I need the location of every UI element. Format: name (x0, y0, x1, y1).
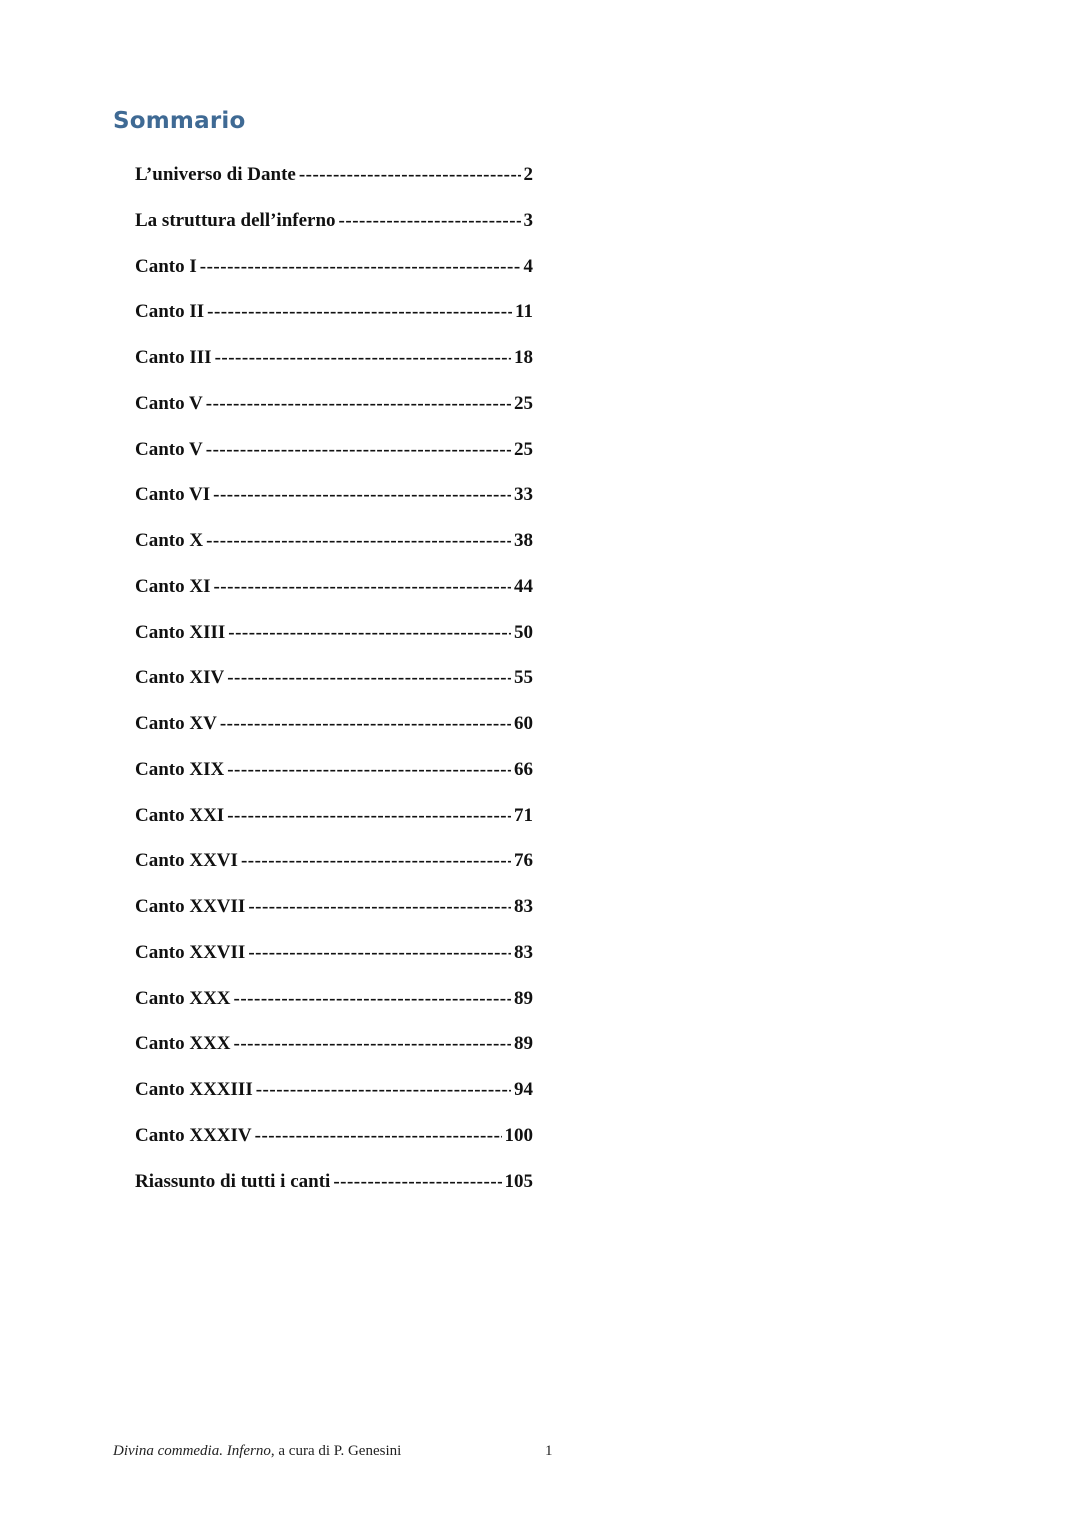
toc-entry[interactable] (135, 1079, 533, 1125)
toc-entry-label: Canto XIII (135, 621, 226, 643)
toc-entry[interactable] (135, 484, 533, 530)
toc-entry-page-number: 25 (514, 392, 533, 414)
toc-entry[interactable] (135, 805, 533, 851)
toc-dot-leader (213, 484, 511, 506)
toc-entry-label: Canto VI (135, 484, 211, 506)
toc-dot-leader (206, 393, 511, 415)
table-of-contents (135, 164, 533, 1216)
toc-entry-page-number: 76 (514, 850, 533, 872)
toc-entry[interactable] (135, 301, 533, 347)
toc-entry[interactable] (135, 1033, 533, 1079)
footer-page-number: 1 (545, 1443, 553, 1459)
toc-entry[interactable] (135, 1125, 533, 1171)
toc-entry-label: Riassunto di tutti i canti (135, 1170, 331, 1192)
toc-entry[interactable] (135, 713, 533, 759)
toc-dot-leader (213, 576, 511, 598)
toc-entry-page-number: 25 (514, 438, 533, 460)
toc-entry-page-number: 18 (514, 347, 533, 368)
toc-entry[interactable] (135, 530, 533, 576)
toc-entry[interactable] (135, 1171, 533, 1217)
toc-entry-label: Canto X (135, 530, 204, 551)
toc-entry-label: Canto XXVI (135, 850, 238, 872)
toc-dot-leader (206, 530, 511, 552)
toc-entry-page-number: 71 (514, 804, 533, 826)
toc-dot-leader (248, 942, 511, 964)
footer-work-title: Divina commedia. Inferno (113, 1443, 271, 1459)
toc-entry[interactable] (135, 256, 533, 302)
toc-entry[interactable] (135, 576, 533, 622)
toc-entry-label: Canto I (135, 255, 197, 277)
toc-entry[interactable] (135, 393, 533, 439)
toc-entry-label: Canto XXVII (135, 941, 246, 963)
toc-entry[interactable] (135, 759, 533, 805)
toc-entry-page-number: 44 (514, 575, 533, 597)
toc-entry-page-number: 89 (514, 987, 533, 1009)
toc-entry-page-number: 55 (514, 667, 533, 689)
toc-entry[interactable] (135, 667, 533, 713)
toc-entry-page-number: 33 (514, 484, 533, 506)
toc-entry-label: Canto XXXIV (135, 1124, 252, 1146)
toc-entry-label: Canto XIV (135, 667, 225, 689)
toc-entry-label: Canto XXX (135, 1033, 231, 1055)
toc-dot-leader (220, 713, 511, 735)
page-title: Sommario (113, 108, 246, 134)
toc-entry-page-number: 83 (514, 896, 533, 917)
toc-entry-page-number: 83 (514, 941, 533, 963)
toc-entry-page-number: 50 (514, 621, 533, 643)
toc-dot-leader (248, 896, 511, 918)
toc-entry-label: Canto III (135, 347, 212, 368)
toc-dot-leader (234, 988, 511, 1010)
toc-entry-page-number: 11 (515, 301, 533, 323)
toc-dot-leader (207, 301, 512, 323)
toc-entry[interactable] (135, 896, 533, 942)
toc-entry-label: Canto XXX (135, 987, 231, 1009)
toc-entry-label: Canto V (135, 392, 203, 414)
toc-dot-leader (228, 622, 511, 644)
toc-entry-page-number: 3 (523, 209, 533, 231)
toc-entry-label: Canto XXI (135, 804, 225, 826)
toc-dot-leader (339, 210, 521, 232)
footer-source (113, 1443, 401, 1460)
toc-dot-leader (234, 1033, 511, 1055)
toc-entry-page-number: 66 (514, 758, 533, 780)
toc-entry-label: Canto XI (135, 575, 211, 597)
toc-dot-leader (200, 256, 521, 278)
toc-entry-page-number: 89 (514, 1033, 533, 1055)
toc-entry-label: Canto XIX (135, 758, 225, 780)
toc-entry[interactable] (135, 988, 533, 1034)
toc-entry-label: Canto XXVII (135, 896, 246, 917)
toc-dot-leader (227, 759, 511, 781)
toc-dot-leader (255, 1125, 502, 1147)
toc-dot-leader (215, 347, 511, 369)
toc-entry-label: La struttura dell’inferno (135, 209, 336, 231)
toc-entry[interactable] (135, 439, 533, 485)
toc-entry-label: Canto V (135, 438, 203, 460)
toc-dot-leader (299, 164, 521, 186)
toc-dot-leader (206, 439, 511, 461)
toc-entry[interactable] (135, 622, 533, 668)
toc-dot-leader (227, 805, 511, 827)
toc-entry[interactable] (135, 347, 533, 393)
toc-entry-label: Canto XXXIII (135, 1079, 253, 1100)
toc-entry-label: Canto II (135, 301, 205, 323)
toc-dot-leader (227, 667, 511, 689)
toc-dot-leader (256, 1079, 511, 1101)
toc-entry[interactable] (135, 210, 533, 256)
toc-entry[interactable] (135, 942, 533, 988)
toc-entry-page-number: 60 (514, 713, 533, 734)
toc-entry-page-number: 94 (514, 1079, 533, 1100)
toc-entry-page-number: 38 (514, 530, 533, 551)
footer-editor: , a cura di P. Genesini (270, 1443, 402, 1459)
toc-entry-page-number: 100 (504, 1124, 533, 1146)
toc-entry-page-number: 4 (523, 255, 533, 277)
toc-entry[interactable] (135, 164, 533, 210)
toc-entry-label: L’universo di Dante (135, 164, 296, 185)
toc-entry-page-number: 105 (504, 1170, 533, 1192)
toc-dot-leader (241, 850, 511, 872)
toc-dot-leader (333, 1171, 501, 1193)
toc-entry-page-number: 2 (523, 164, 533, 185)
toc-entry-label: Canto XV (135, 713, 217, 734)
toc-entry[interactable] (135, 850, 533, 896)
